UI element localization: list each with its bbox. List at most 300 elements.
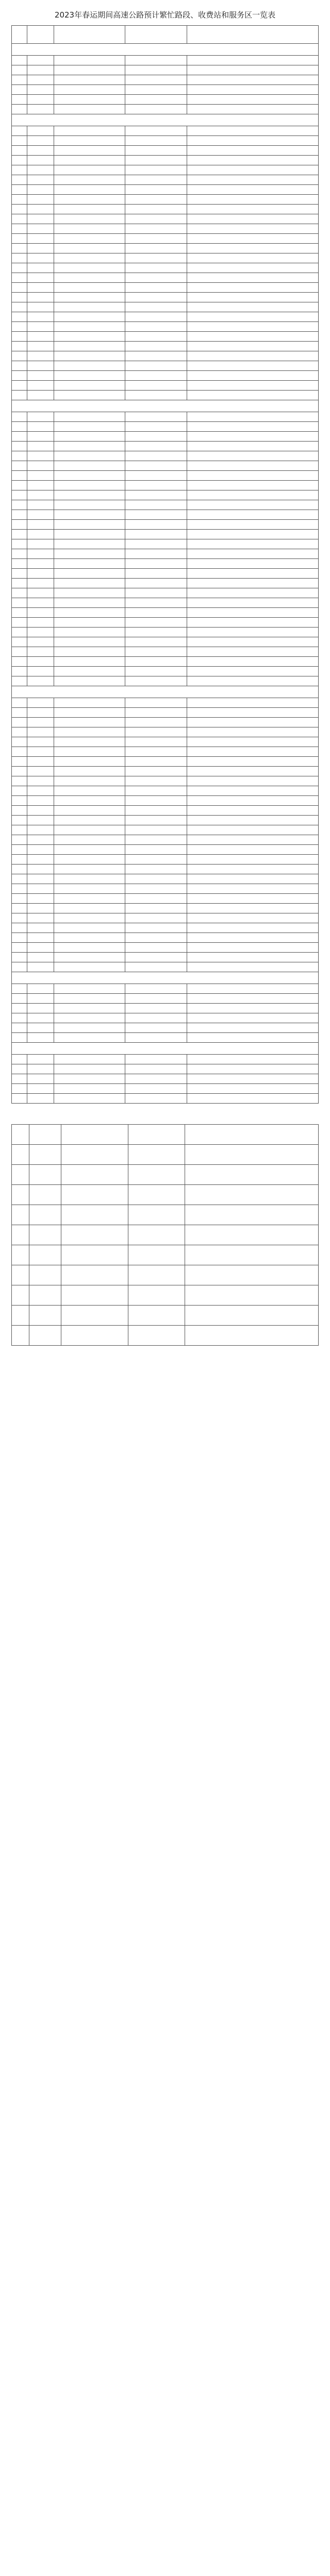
table-row <box>12 845 319 855</box>
table-cell <box>187 283 319 293</box>
table-cell <box>54 165 125 175</box>
table-cell <box>12 676 27 686</box>
table-cell <box>12 224 27 234</box>
table2-body <box>12 1145 319 1346</box>
table-cell <box>125 598 187 608</box>
table-cell <box>54 737 125 747</box>
table-cell <box>125 432 187 442</box>
table-cell <box>125 539 187 549</box>
table-row <box>12 214 319 224</box>
table-cell <box>187 806 319 816</box>
table-cell <box>187 490 319 500</box>
table-cell <box>185 1245 319 1265</box>
table-cell <box>27 549 54 559</box>
table-row <box>12 1084 319 1094</box>
table-cell <box>187 146 319 156</box>
table-cell <box>27 105 54 114</box>
table-cell <box>29 1145 61 1165</box>
table-row <box>12 342 319 351</box>
table-cell <box>187 825 319 835</box>
table-cell <box>128 1265 185 1285</box>
table-row <box>12 471 319 481</box>
table-cell <box>54 579 125 588</box>
table-cell <box>27 451 54 461</box>
table-row <box>12 904 319 913</box>
table-cell <box>27 874 54 884</box>
table-cell <box>187 175 319 185</box>
table-cell <box>27 904 54 913</box>
table-row <box>12 1245 319 1265</box>
table-row <box>12 628 319 637</box>
table-row <box>12 312 319 322</box>
table-cell <box>187 126 319 136</box>
table-row <box>12 432 319 442</box>
table-cell <box>125 481 187 490</box>
table-row <box>12 923 319 933</box>
table-cell <box>187 391 319 400</box>
table-cell <box>187 500 319 510</box>
table-cell <box>27 737 54 747</box>
table-cell <box>61 1205 128 1225</box>
table-cell <box>187 884 319 894</box>
col-header <box>27 26 54 44</box>
table-cell <box>187 322 319 332</box>
table-cell <box>27 371 54 381</box>
table-row <box>12 56 319 65</box>
table-cell <box>12 618 27 628</box>
table-cell <box>187 302 319 312</box>
table-cell <box>12 302 27 312</box>
table-cell <box>27 598 54 608</box>
table-cell <box>12 1285 29 1306</box>
table-cell <box>125 708 187 718</box>
table-row <box>12 224 319 234</box>
table-cell <box>27 953 54 962</box>
table-cell <box>54 676 125 686</box>
table-cell <box>125 224 187 234</box>
table-row <box>12 608 319 618</box>
table-cell <box>27 165 54 175</box>
table-cell <box>125 953 187 962</box>
table-cell <box>187 698 319 708</box>
table-cell <box>187 786 319 796</box>
table-cell <box>27 767 54 776</box>
table-cell <box>27 588 54 598</box>
table-row <box>12 530 319 539</box>
table-cell <box>12 500 27 510</box>
table-cell <box>27 647 54 657</box>
table-cell <box>27 923 54 933</box>
table-row <box>12 65 319 75</box>
table-cell <box>12 1225 29 1245</box>
table-cell <box>125 234 187 244</box>
table-cell <box>12 845 27 855</box>
table-cell <box>12 195 27 205</box>
table-row <box>12 1306 319 1326</box>
table-row <box>12 676 319 686</box>
table-cell <box>27 391 54 400</box>
table-cell <box>187 816 319 825</box>
table-cell <box>12 205 27 214</box>
table-cell <box>27 1064 54 1074</box>
table-cell <box>27 698 54 708</box>
table-row <box>12 371 319 381</box>
table-cell <box>187 481 319 490</box>
table-cell <box>54 65 125 75</box>
table-cell <box>27 253 54 263</box>
table-row <box>12 718 319 727</box>
table-cell <box>54 381 125 391</box>
table-cell <box>187 293 319 302</box>
table-cell <box>27 708 54 718</box>
table-cell <box>12 767 27 776</box>
table-cell <box>54 214 125 224</box>
table-cell <box>125 253 187 263</box>
table-cell <box>125 1023 187 1033</box>
table-cell <box>187 835 319 845</box>
table-cell <box>12 559 27 569</box>
col-header <box>187 26 319 44</box>
table-cell <box>187 471 319 481</box>
table-cell <box>27 510 54 520</box>
table-cell <box>27 806 54 816</box>
table-cell <box>12 943 27 953</box>
table-cell <box>125 588 187 598</box>
table-cell <box>54 312 125 322</box>
table-cell <box>27 825 54 835</box>
table-cell <box>187 708 319 718</box>
table-row <box>12 737 319 747</box>
table-cell <box>12 637 27 647</box>
table-cell <box>27 845 54 855</box>
table-cell <box>54 75 125 85</box>
table-row <box>12 322 319 332</box>
table-row <box>12 442 319 451</box>
table-cell <box>12 214 27 224</box>
table-cell <box>54 253 125 263</box>
table-cell <box>187 637 319 647</box>
table-cell <box>125 727 187 737</box>
table-row <box>12 835 319 845</box>
table-cell <box>128 1285 185 1306</box>
table-cell <box>27 322 54 332</box>
table-cell <box>125 332 187 342</box>
table-cell <box>12 520 27 530</box>
table-cell <box>27 312 54 322</box>
table-cell <box>187 75 319 85</box>
table-cell <box>27 816 54 825</box>
table-cell <box>12 628 27 637</box>
table-cell <box>54 185 125 195</box>
table-cell <box>187 263 319 273</box>
table-cell <box>125 923 187 933</box>
table-cell <box>54 175 125 185</box>
table-row <box>12 549 319 559</box>
table-row <box>12 126 319 136</box>
table-cell <box>54 618 125 628</box>
table-cell <box>125 293 187 302</box>
table-cell <box>12 667 27 676</box>
table-cell <box>125 156 187 165</box>
table2-block <box>11 1124 319 1346</box>
table-cell <box>187 676 319 686</box>
table-cell <box>125 263 187 273</box>
table-cell <box>185 1306 319 1326</box>
table-cell <box>54 727 125 737</box>
table-cell <box>27 302 54 312</box>
table-row <box>12 1013 319 1023</box>
table-cell <box>187 520 319 530</box>
table-cell <box>12 1265 29 1285</box>
table-cell <box>12 698 27 708</box>
table-cell <box>187 224 319 234</box>
table-cell <box>187 312 319 322</box>
table-cell <box>125 786 187 796</box>
table-cell <box>54 361 125 371</box>
table-cell <box>27 273 54 283</box>
table-cell <box>27 569 54 579</box>
table-row <box>12 95 319 105</box>
table-row <box>12 1094 319 1104</box>
table-cell <box>187 381 319 391</box>
table-cell <box>12 451 27 461</box>
table-row <box>12 1225 319 1245</box>
table-cell <box>27 185 54 195</box>
table-cell <box>187 442 319 451</box>
table-cell <box>125 422 187 432</box>
table-cell <box>187 718 319 727</box>
section-label <box>12 972 319 984</box>
section-row <box>12 114 319 126</box>
table-cell <box>187 342 319 351</box>
table-cell <box>187 874 319 884</box>
table-cell <box>187 796 319 806</box>
table-cell <box>54 205 125 214</box>
table-cell <box>54 442 125 451</box>
table-cell <box>12 708 27 718</box>
table-cell <box>187 351 319 361</box>
table-cell <box>125 342 187 351</box>
table-cell <box>12 953 27 962</box>
table-cell <box>54 757 125 767</box>
table-row <box>12 865 319 874</box>
table-cell <box>54 549 125 559</box>
table-cell <box>27 442 54 451</box>
table-row <box>12 283 319 293</box>
table-cell <box>54 559 125 569</box>
table-cell <box>187 737 319 747</box>
table-cell <box>12 156 27 165</box>
table-cell <box>12 332 27 342</box>
table-cell <box>12 263 27 273</box>
table-cell <box>187 371 319 381</box>
table-cell <box>12 412 27 422</box>
table-cell <box>187 65 319 75</box>
table-cell <box>12 757 27 767</box>
table-cell <box>54 1055 125 1064</box>
table-cell <box>125 984 187 994</box>
table-cell <box>12 1306 29 1326</box>
table-cell <box>27 984 54 994</box>
table-cell <box>27 657 54 667</box>
table-cell <box>187 530 319 539</box>
table-row <box>12 569 319 579</box>
table-row <box>12 273 319 283</box>
table-cell <box>125 894 187 904</box>
table-row <box>12 481 319 490</box>
table-row <box>12 647 319 657</box>
table-cell <box>54 224 125 234</box>
table-cell <box>187 234 319 244</box>
table-cell <box>128 1205 185 1225</box>
table-cell <box>27 618 54 628</box>
table-cell <box>54 608 125 618</box>
table2-header-row <box>12 1125 319 1145</box>
table-cell <box>12 381 27 391</box>
table-cell <box>187 1055 319 1064</box>
table-cell <box>12 647 27 657</box>
table-cell <box>125 874 187 884</box>
table-cell <box>54 156 125 165</box>
table-cell <box>128 1306 185 1326</box>
table-cell <box>125 718 187 727</box>
table-cell <box>187 569 319 579</box>
col-header <box>128 1125 185 1145</box>
table-row <box>12 412 319 422</box>
table-row <box>12 302 319 312</box>
table-cell <box>12 234 27 244</box>
table-cell <box>54 718 125 727</box>
table-cell <box>12 984 27 994</box>
table-cell <box>125 637 187 647</box>
table-cell <box>12 1055 27 1064</box>
table-row <box>12 598 319 608</box>
table-cell <box>54 747 125 757</box>
table-cell <box>12 776 27 786</box>
table-row <box>12 637 319 647</box>
table1-body <box>12 44 319 1104</box>
table-cell <box>12 75 27 85</box>
table-cell <box>12 855 27 865</box>
table-row <box>12 1055 319 1064</box>
table-row <box>12 234 319 244</box>
table-cell <box>12 549 27 559</box>
table-cell <box>54 1064 125 1074</box>
table-cell <box>125 500 187 510</box>
table-cell <box>12 1326 29 1346</box>
table-cell <box>187 422 319 432</box>
table-cell <box>125 618 187 628</box>
table-cell <box>187 195 319 205</box>
table-cell <box>187 95 319 105</box>
table-cell <box>54 962 125 972</box>
table-cell <box>54 510 125 520</box>
table-cell <box>187 559 319 569</box>
table-cell <box>54 786 125 796</box>
table-cell <box>187 1033 319 1043</box>
table-cell <box>12 904 27 913</box>
table-cell <box>27 796 54 806</box>
table1-title: 2023年春运期间高速公路预计繁忙路段、收费站和服务区一览表 <box>54 10 276 20</box>
table-cell <box>12 1013 27 1023</box>
table-cell <box>29 1306 61 1326</box>
table-cell <box>54 647 125 657</box>
table-cell <box>125 994 187 1004</box>
table-cell <box>12 865 27 874</box>
table-cell <box>27 85 54 95</box>
col-header <box>54 26 125 44</box>
table-cell <box>27 943 54 953</box>
table-cell <box>187 332 319 342</box>
table-cell <box>61 1245 128 1265</box>
table-cell <box>27 293 54 302</box>
table-row <box>12 253 319 263</box>
table-cell <box>54 146 125 156</box>
table-row <box>12 796 319 806</box>
section-row <box>12 686 319 698</box>
table-cell <box>12 244 27 253</box>
table-cell <box>125 825 187 835</box>
table-cell <box>27 894 54 904</box>
table-row <box>12 747 319 757</box>
table-cell <box>54 835 125 845</box>
table-cell <box>12 747 27 757</box>
table-cell <box>12 727 27 737</box>
table-row <box>12 195 319 205</box>
table-cell <box>125 806 187 816</box>
table-cell <box>125 747 187 757</box>
table-cell <box>54 855 125 865</box>
table-row <box>12 953 319 962</box>
table-cell <box>54 530 125 539</box>
col-header <box>125 26 187 44</box>
table-cell <box>125 75 187 85</box>
table-cell <box>27 234 54 244</box>
table-cell <box>27 351 54 361</box>
table-cell <box>27 835 54 845</box>
table-row <box>12 657 319 667</box>
table-cell <box>27 718 54 727</box>
table-cell <box>54 1094 125 1104</box>
table-row <box>12 588 319 598</box>
table-cell <box>29 1185 61 1205</box>
table-cell <box>61 1165 128 1185</box>
table-row <box>12 767 319 776</box>
table-row <box>12 244 319 253</box>
table-cell <box>27 865 54 874</box>
table-cell <box>27 481 54 490</box>
table-cell <box>128 1145 185 1165</box>
table-cell <box>125 1004 187 1013</box>
table-cell <box>187 943 319 953</box>
table-cell <box>27 747 54 757</box>
table-cell <box>12 579 27 588</box>
table-cell <box>54 293 125 302</box>
table-cell <box>125 884 187 894</box>
table-cell <box>54 471 125 481</box>
table-cell <box>27 667 54 676</box>
table-row <box>12 884 319 894</box>
table-cell <box>187 510 319 520</box>
table-cell <box>12 1145 29 1165</box>
table-cell <box>12 95 27 105</box>
table-cell <box>12 293 27 302</box>
table-cell <box>54 351 125 361</box>
table-cell <box>54 698 125 708</box>
table-cell <box>54 933 125 943</box>
table-cell <box>54 461 125 471</box>
table-cell <box>187 85 319 95</box>
